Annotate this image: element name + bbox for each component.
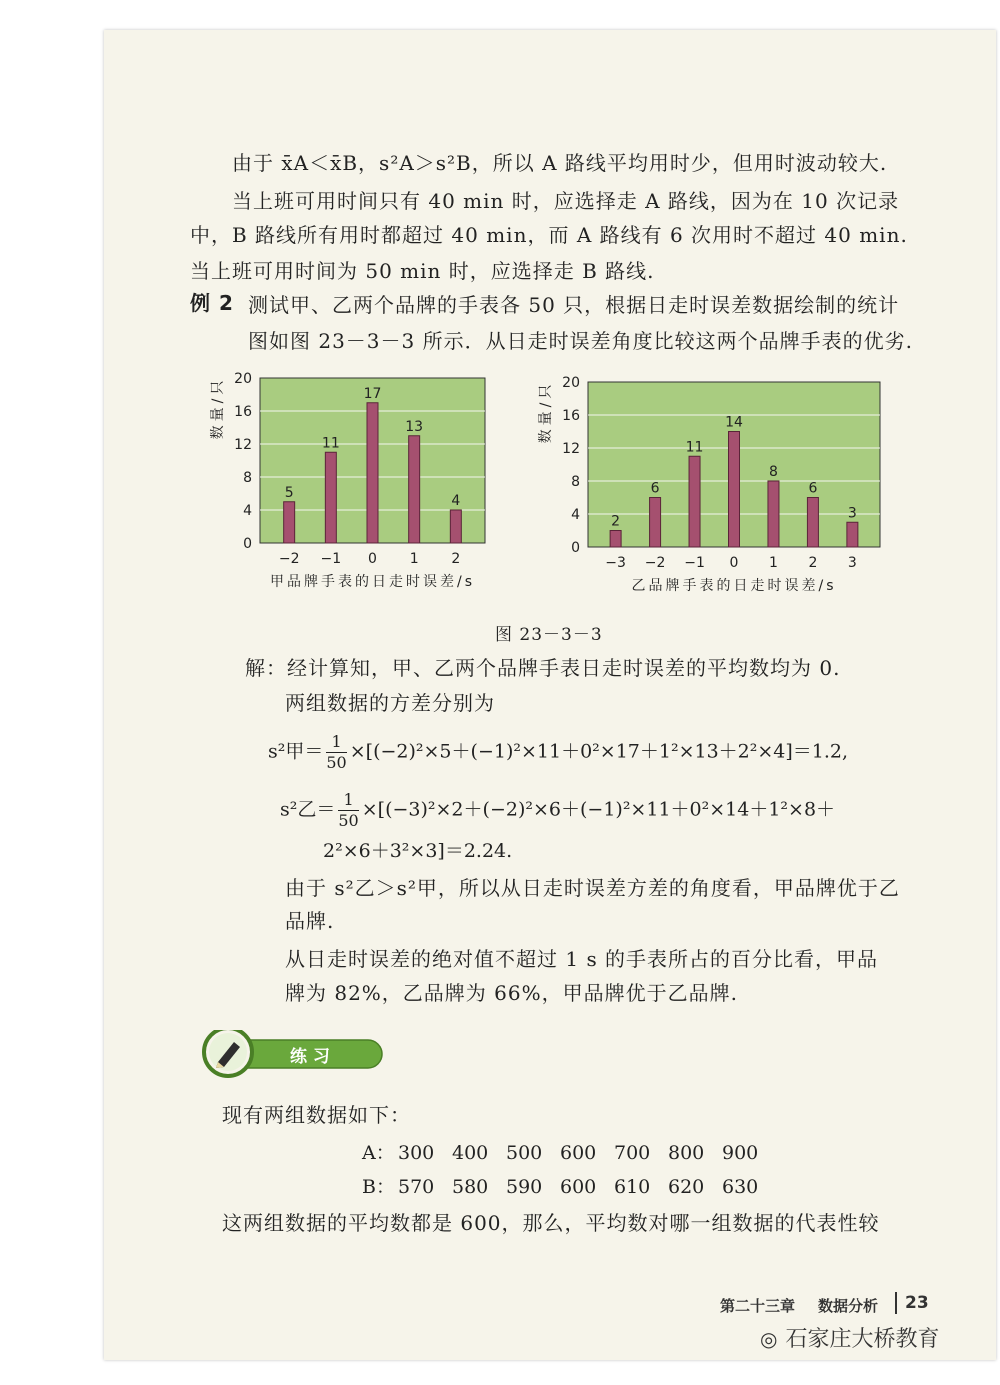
y-tick-label: 16 <box>234 404 252 420</box>
x-tick-label: 0 <box>729 555 739 571</box>
solution-line: 解：经计算知，甲、乙两个品牌手表日走时误差的平均数均为 0. <box>245 656 841 680</box>
formula-variance-yi <box>280 790 835 831</box>
data-value: 800 <box>668 1142 705 1164</box>
practice-label: 练 习 <box>290 1047 330 1067</box>
practice-badge <box>180 1030 385 1080</box>
bar <box>768 481 779 547</box>
y-tick-label: 16 <box>562 408 580 424</box>
x-tick-label: −1 <box>684 555 705 571</box>
data-label: 6 <box>650 480 660 497</box>
x-tick-label: 3 <box>847 555 857 571</box>
bar-chart-yi <box>528 360 893 595</box>
bar <box>325 452 336 543</box>
fraction <box>338 790 358 831</box>
bar <box>610 531 621 548</box>
x-tick-label: 2 <box>808 555 818 571</box>
formula-continuation: 2²×6＋3²×3]＝2.24. <box>323 840 513 862</box>
watermark <box>760 1322 939 1353</box>
conclusion-line: 从日走时误差的绝对值不超过 1 s 的手表所占的百分比看，甲品 <box>285 947 879 971</box>
y-tick-label: 4 <box>571 507 580 523</box>
bar <box>450 510 461 543</box>
data-value: 590 <box>506 1176 543 1198</box>
data-label: 11 <box>321 435 340 452</box>
data-value: 600 <box>560 1176 597 1198</box>
data-value: 900 <box>722 1142 759 1164</box>
x-tick-label: −1 <box>320 551 342 567</box>
y-tick-label: 20 <box>562 375 580 391</box>
exercise-line: 现有两组数据如下： <box>222 1103 411 1127</box>
footer-section: 数据分析 <box>818 1297 879 1315</box>
x-tick-label: 2 <box>451 551 461 567</box>
bar <box>367 403 378 543</box>
formula-variance-jia <box>268 732 848 773</box>
bar <box>807 498 818 548</box>
data-label: 13 <box>405 418 424 435</box>
y-axis-title: 数量/只 <box>538 380 554 444</box>
bar <box>847 522 858 547</box>
y-tick-label: 4 <box>243 503 252 519</box>
y-tick-label: 12 <box>562 441 580 457</box>
data-value: 570 <box>398 1176 435 1198</box>
fraction-numerator: 1 <box>326 732 346 753</box>
formula-rhs: ×[(−2)²×5＋(−1)²×11＋0²×17＋1²×13＋2²×4]＝1.2, <box>349 740 849 763</box>
formula-rhs: ×[(−3)²×2＋(−2)²×6＋(−1)²×11＋0²×14＋1²×8＋ <box>361 798 836 821</box>
data-label: 3 <box>847 505 857 522</box>
formula-lhs: s²乙＝ <box>280 798 336 821</box>
data-value: 600 <box>560 1142 597 1164</box>
data-label: 14 <box>725 414 743 431</box>
x-axis-title: 甲品牌手表的日走时误差/s <box>269 574 476 590</box>
bar <box>409 436 420 543</box>
paragraph-line: 当上班可用时间只有 40 min 时，应选择走 A 路线，因为在 10 次记录 <box>232 189 900 213</box>
y-axis-title: 数量/只 <box>210 376 226 440</box>
data-label: 5 <box>284 484 294 501</box>
example-label: 例 2 <box>190 291 234 315</box>
data-value: 610 <box>614 1176 651 1198</box>
bar-chart-jia <box>195 360 515 595</box>
y-tick-label: 8 <box>243 470 252 486</box>
x-tick-label: −2 <box>278 551 300 567</box>
x-tick-label: 1 <box>409 551 419 567</box>
bar <box>689 456 700 547</box>
data-value: 300 <box>398 1142 435 1164</box>
conclusion-line: 品牌. <box>285 909 335 933</box>
x-tick-label: 1 <box>768 555 778 571</box>
paragraph-line: 中，B 路线所有用时都超过 40 min，而 A 路线有 6 次用时不超过 40 min. <box>190 223 908 247</box>
formula-lhs: s²甲＝ <box>268 740 324 763</box>
data-row-b <box>362 1172 776 1199</box>
paragraph-line: 当上班可用时间为 50 min 时，应选择走 B 路线. <box>190 259 655 283</box>
y-tick-label: 12 <box>234 437 252 453</box>
y-tick-label: 0 <box>243 536 252 552</box>
data-label: 17 <box>363 385 382 402</box>
bar <box>650 498 661 548</box>
y-tick-label: 20 <box>234 371 252 387</box>
chart-jia <box>195 360 515 599</box>
page-number: 23 <box>905 1293 929 1313</box>
watermark-text: 石家庄大桥教育 <box>785 1327 940 1352</box>
figure-caption: 图 23－3－3 <box>495 625 603 645</box>
example-text: 测试甲、乙两个品牌的手表各 50 只，根据日走时误差数据绘制的统计 <box>248 293 900 317</box>
fraction-denominator: 50 <box>338 811 359 830</box>
data-label: 2 <box>611 513 621 530</box>
example-text: 图如图 23－3－3 所示．从日走时误差角度比较这两个品牌手表的优劣. <box>248 329 913 353</box>
bar <box>729 432 740 548</box>
solution-line: 两组数据的方差分别为 <box>285 691 495 715</box>
wechat-icon: ◎ <box>760 1327 778 1351</box>
bar <box>284 502 295 543</box>
row-label: A： <box>362 1142 395 1164</box>
x-tick-label: −2 <box>644 555 666 571</box>
fraction <box>326 732 346 773</box>
data-value: 400 <box>452 1142 489 1164</box>
fraction-numerator: 1 <box>338 790 358 811</box>
data-label: 4 <box>451 493 461 509</box>
paragraph-line: 由于 x̄A＜x̄B，s²A＞s²B，所以 A 路线平均用时少，但用时波动较大. <box>232 151 888 175</box>
data-label: 8 <box>768 464 778 480</box>
y-tick-label: 0 <box>571 540 580 556</box>
conclusion-line: 牌为 82%，乙品牌为 66%，甲品牌优于乙品牌. <box>285 981 738 1005</box>
exercise-line: 这两组数据的平均数都是 600，那么，平均数对哪一组数据的代表性较 <box>222 1211 880 1235</box>
footer-chapter: 第二十三章 <box>720 1297 796 1315</box>
data-label: 6 <box>808 480 818 497</box>
data-value: 620 <box>668 1176 705 1198</box>
y-tick-label: 8 <box>571 474 580 490</box>
data-value: 580 <box>452 1176 489 1198</box>
data-label: 11 <box>685 439 704 456</box>
data-row-a <box>362 1138 776 1165</box>
x-axis-title: 乙品牌手表的日走时误差/s <box>631 578 837 594</box>
row-label: B： <box>362 1176 395 1198</box>
conclusion-line: 由于 s²乙＞s²甲，所以从日走时误差方差的角度看，甲品牌优于乙 <box>285 876 900 900</box>
fraction-denominator: 50 <box>326 753 347 772</box>
chart-yi <box>528 360 893 599</box>
x-tick-label: −3 <box>605 555 626 571</box>
x-tick-label: 0 <box>368 551 377 567</box>
data-value: 500 <box>506 1142 543 1164</box>
footer-divider <box>895 1292 897 1314</box>
data-value: 700 <box>614 1142 651 1164</box>
data-value: 630 <box>722 1176 759 1198</box>
